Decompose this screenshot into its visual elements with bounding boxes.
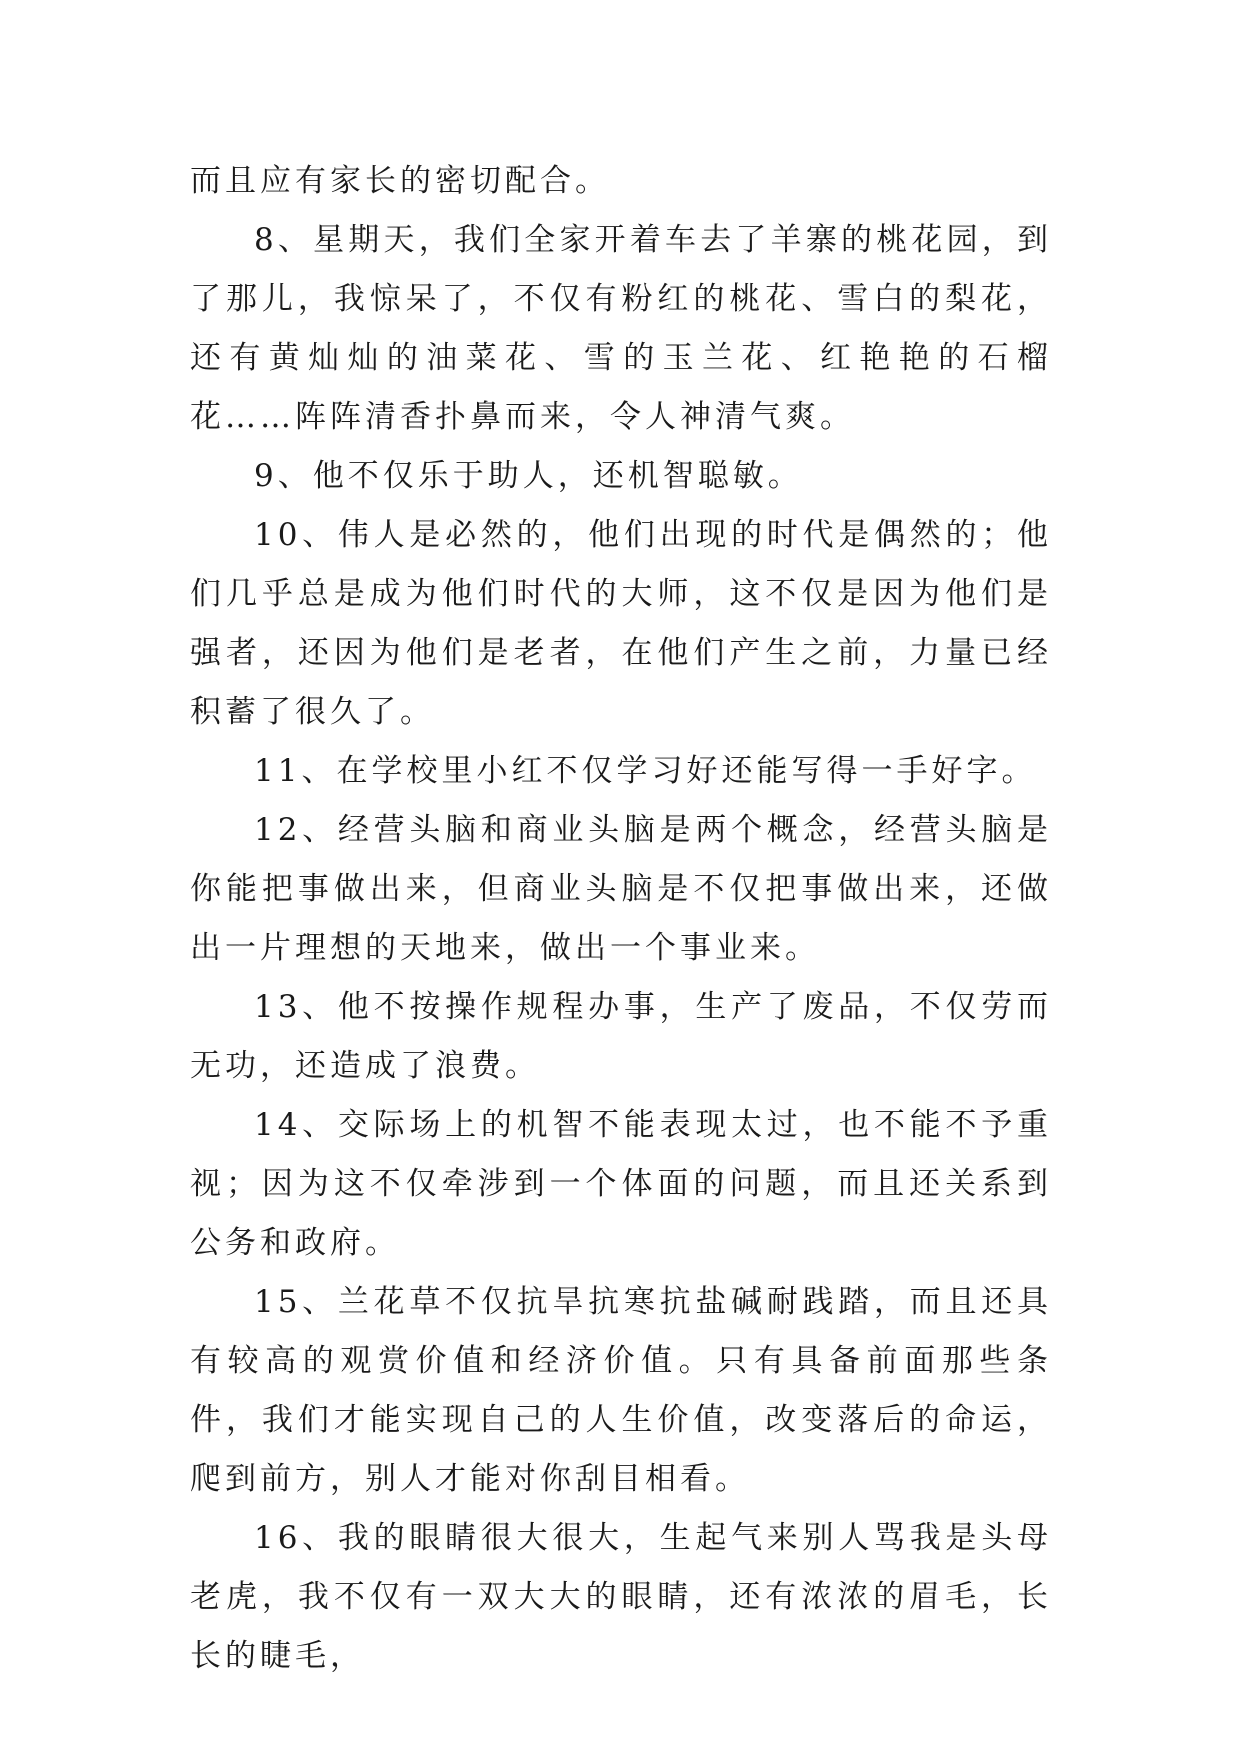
- document-body: [190, 152, 1052, 1686]
- paragraph-12: 12、经营头脑和商业头脑是两个概念，经营头脑是你能把事做出来，但商业头脑是不仅把事做出来，还做出一片理想的天地来，做出一个事业来。: [190, 812, 1052, 966]
- paragraph-14: 14、交际场上的机智不能表现太过，也不能不予重视；因为这不仅牵涉到一个体面的问题，而且还关系到公务和政府。: [190, 1107, 1052, 1261]
- paragraph-11: 11、在学校里小红不仅学习好还能写得一手好字。: [254, 753, 1037, 789]
- paragraph-15: 15、兰花草不仅抗旱抗寒抗盐碱耐践踏，而且还具有较高的观赏价值和经济价值。只有具备前面那些条件，我们才能实现自己的人生价值，改变落后的命运，爬到前方，别人才能对你刮目相看。: [190, 1284, 1052, 1497]
- paragraph-10: 10、伟人是必然的，他们出现的时代是偶然的；他们几乎总是成为他们时代的大师，这不仅是因为他们是强者，还因为他们是老者，在他们产生之前，力量已经积蓄了很久了。: [190, 517, 1052, 730]
- paragraph-continuation: 而且应有家长的密切配合。: [190, 163, 610, 199]
- paragraph-16: 16、我的眼睛很大很大，生起气来别人骂我是头母老虎，我不仅有一双大大的眼睛，还有浓浓的眉毛，长长的睫毛，: [190, 1520, 1052, 1674]
- paragraph-13: 13、他不按操作规程办事，生产了废品，不仅劳而无功，还造成了浪费。: [190, 989, 1052, 1084]
- paragraph-9: 9、他不仅乐于助人，还机智聪敏。: [254, 458, 803, 494]
- paragraph-8: 8、星期天，我们全家开着车去了羊寨的桃花园，到了那儿，我惊呆了，不仅有粉红的桃花、雪白的梨花，还有黄灿灿的油菜花、雪的玉兰花、红艳艳的石榴花……阵阵清香扑鼻而来，令人神清气爽。: [190, 222, 1052, 435]
